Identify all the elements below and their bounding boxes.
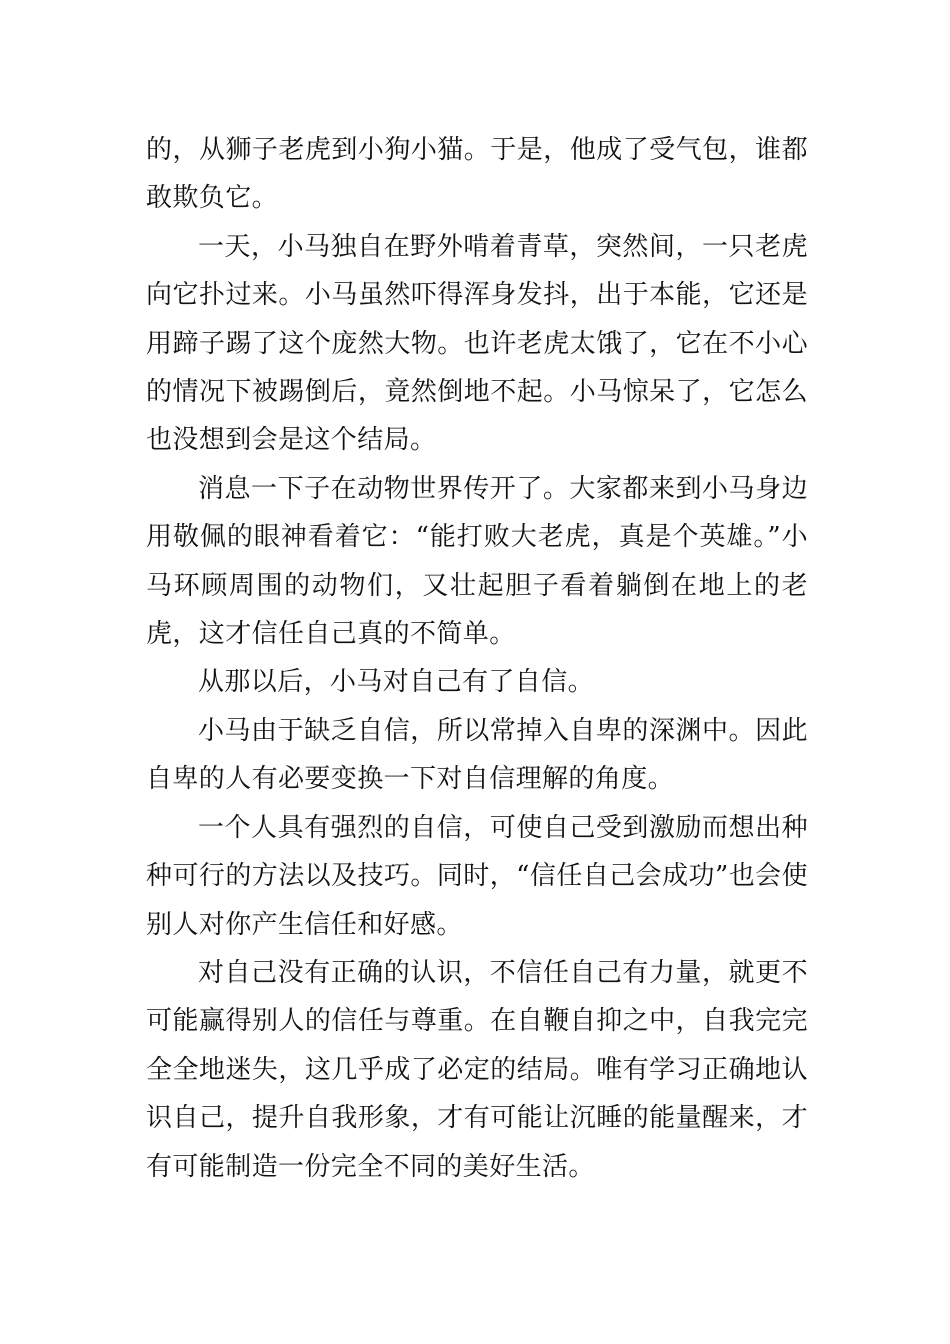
document-body: [146, 126, 808, 1191]
paragraph-5: 小马由于缺乏自信，所以常掉入自卑的深渊中。因此自卑的人有必要变换一下对自信理解的角度。: [146, 715, 808, 795]
paragraph-3: 消息一下子在动物世界传开了。大家都来到小马身边用敬佩的眼神看着它：“能打败大老虎，真是个英雄。”小马环顾周围的动物们，又壮起胆子看着躺倒在地上的老虎，这才信任自己真的不简单。: [146, 473, 808, 650]
paragraph-1: 的，从狮子老虎到小狗小猫。于是，他成了受气包，谁都敢欺负它。: [146, 135, 808, 214]
paragraph-7: 对自己没有正确的认识，不信任自己有力量，就更不可能赢得别人的信任与尊重。在自鞭自抑之中，自我完完全全地迷失，这几乎成了必定的结局。唯有学习正确地认识自己，提升自我形象，才有可能让沉睡的能量醒来，才有可能制造一份完全不同的美好生活。: [146, 957, 808, 1182]
paragraph-6: 一个人具有强烈的自信，可使自己受到激励而想出种种可行的方法以及技巧。同时，“信任自己会成功”也会使别人对你产生信任和好感。: [146, 812, 808, 940]
paragraph-2: 一天，小马独自在野外啃着青草，突然间，一只老虎向它扑过来。小马虽然吓得浑身发抖，出于本能，它还是用蹄子踢了这个庞然大物。也许老虎太饿了，它在不小心的情况下被踢倒后，竟然倒地不起。小马惊呆了，它怎么也没想到会是这个结局。: [146, 231, 808, 456]
paragraph-4: 从那以后，小马对自己有了自信。: [198, 667, 595, 698]
